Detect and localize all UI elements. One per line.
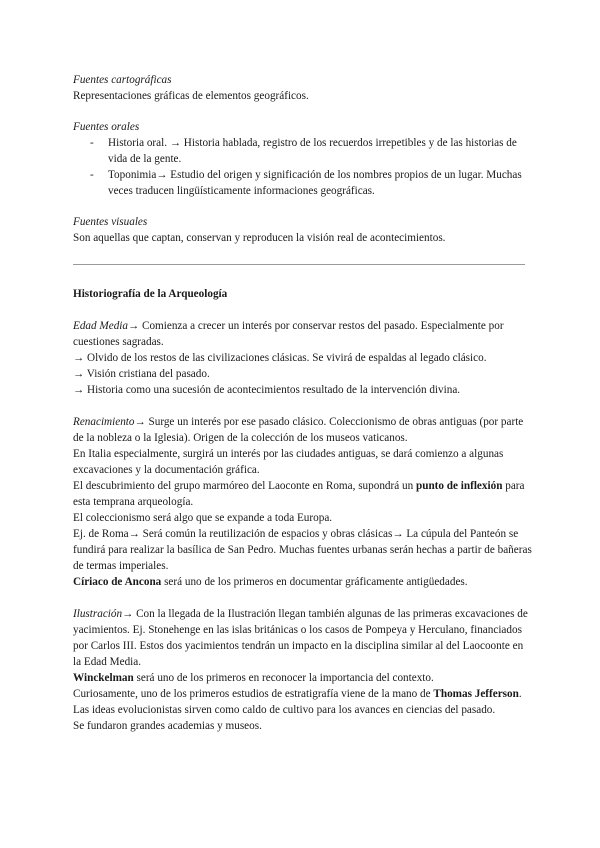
- ilustracion-academias: Se fundaron grandes academias y museos.: [73, 720, 262, 732]
- document-page: [73, 72, 533, 734]
- list-item-historia-oral: - Historia oral. → Historia hablada, registro de los recuerdos irrepetibles y de las historias de vida de la gente.: [73, 135, 533, 167]
- edad-media-label: Edad Media: [73, 320, 128, 332]
- renacimiento-coleccionismo: El coleccionismo será algo que se expande a toda Europa.: [73, 512, 333, 524]
- jefferson-text-post: .: [518, 688, 522, 700]
- section-title-visuales: Fuentes visuales: [73, 216, 148, 228]
- edad-media-paragraph: [73, 318, 533, 350]
- list-item-toponimia: - Toponimia→ Estudio del origen y significación de los nombres propios de un lugar. Muchas veces traducen lingüísticamente informaciones geográficas.: [73, 167, 533, 199]
- ilustracion-winckelman: [73, 670, 533, 686]
- laoconte-text-post: para esta temprana arqueología.: [73, 480, 525, 508]
- renacimiento-ciriaco: [73, 574, 533, 590]
- laoconte-text-pre: El descubrimiento del grupo marmóreo del Laoconte en Roma, supondrá un: [73, 480, 416, 492]
- ilustracion-jefferson: [73, 686, 533, 702]
- ilustracion-paragraph: [73, 606, 533, 670]
- jefferson-bold: Thomas Jefferson: [433, 688, 519, 700]
- winckelman-bold: Winckelman: [73, 672, 134, 684]
- winckelman-text: será uno de los primeros en reconocer la importancia del contexto.: [133, 672, 434, 684]
- section-title-orales: Fuentes orales: [73, 121, 140, 133]
- edad-media-line: → Visión cristiana del pasado.: [73, 368, 210, 380]
- renacimiento-paragraph: [73, 414, 533, 446]
- ciriaco-bold: Círiaco de Ancona: [73, 576, 162, 588]
- renacimiento-roma: Ej. de Roma→ Será común la reutilización de espacios y obras clásicas→ La cúpula del Panteón se fundirá para realizar la basílica de San Pedro. Muchas fuentes urbanas serán hechas a partir de bañeras de termas imperiales.: [73, 528, 532, 572]
- renacimiento-laoconte: [73, 478, 533, 510]
- edad-media-lead: Comienza a crecer un interés por conservar restos del pasado. Especialmente por cuestiones sagradas.: [73, 320, 504, 348]
- section-text-cartograficas: Representaciones gráficas de elementos geográficos.: [73, 90, 309, 102]
- orales-list: [73, 135, 533, 199]
- ciriaco-text: será uno de los primeros en documentar gráficamente antigüedades.: [161, 576, 468, 588]
- punto-inflexion-bold: punto de inflexión: [416, 480, 503, 492]
- page-heading: Historiografía de la Arqueología: [73, 288, 228, 300]
- ilustracion-lead: Con la llegada de la Ilustración llegan también algunas de las primeras excavaciones de yacimientos. Ej. Stonehenge en las islas británicas o los casos de Pompeya y Herculano, financiados por Carlos III. Estos dos yacimientos tendrán un impacto en la disciplina similar al del Laocoonte en la Edad Media.: [73, 608, 528, 668]
- section-text-visuales: Son aquellas que captan, conservan y reproducen la visión real de acontecimientos.: [73, 232, 446, 244]
- edad-media-line: → Olvido de los restos de las civilizaciones clásicas. Se vivirá de espaldas al legado clásico.: [73, 352, 487, 364]
- section-title-cartograficas: Fuentes cartográficas: [73, 74, 172, 86]
- ilustracion-label: Ilustración: [73, 608, 123, 620]
- horizontal-divider: [73, 264, 525, 265]
- ilustracion-arrow: →: [122, 608, 134, 620]
- renacimiento-italia: En Italia especialmente, surgirá un interés por las ciudades antiguas, se dará comienzo a algunas excavaciones y la documentación gráfica.: [73, 448, 504, 476]
- jefferson-text-pre: Curiosamente, uno de los primeros estudios de estratigrafía viene de la mano de: [73, 688, 434, 700]
- renacimiento-arrow: →: [134, 416, 146, 428]
- edad-media-line: → Historia como una sucesión de acontecimientos resultado de la intervención divina.: [73, 384, 461, 396]
- renacimiento-lead: Surge un interés por ese pasado clásico. Coleccionismo de obras antiguas (por parte de la nobleza o la Iglesia). Origen de la colección de los museos vaticanos.: [73, 416, 524, 444]
- renacimiento-label: Renacimiento: [73, 416, 135, 428]
- edad-media-arrow: →: [128, 320, 140, 332]
- ilustracion-evolucionistas: Las ideas evolucionistas sirven como caldo de cultivo para los avances en ciencias del pasado.: [73, 704, 496, 716]
